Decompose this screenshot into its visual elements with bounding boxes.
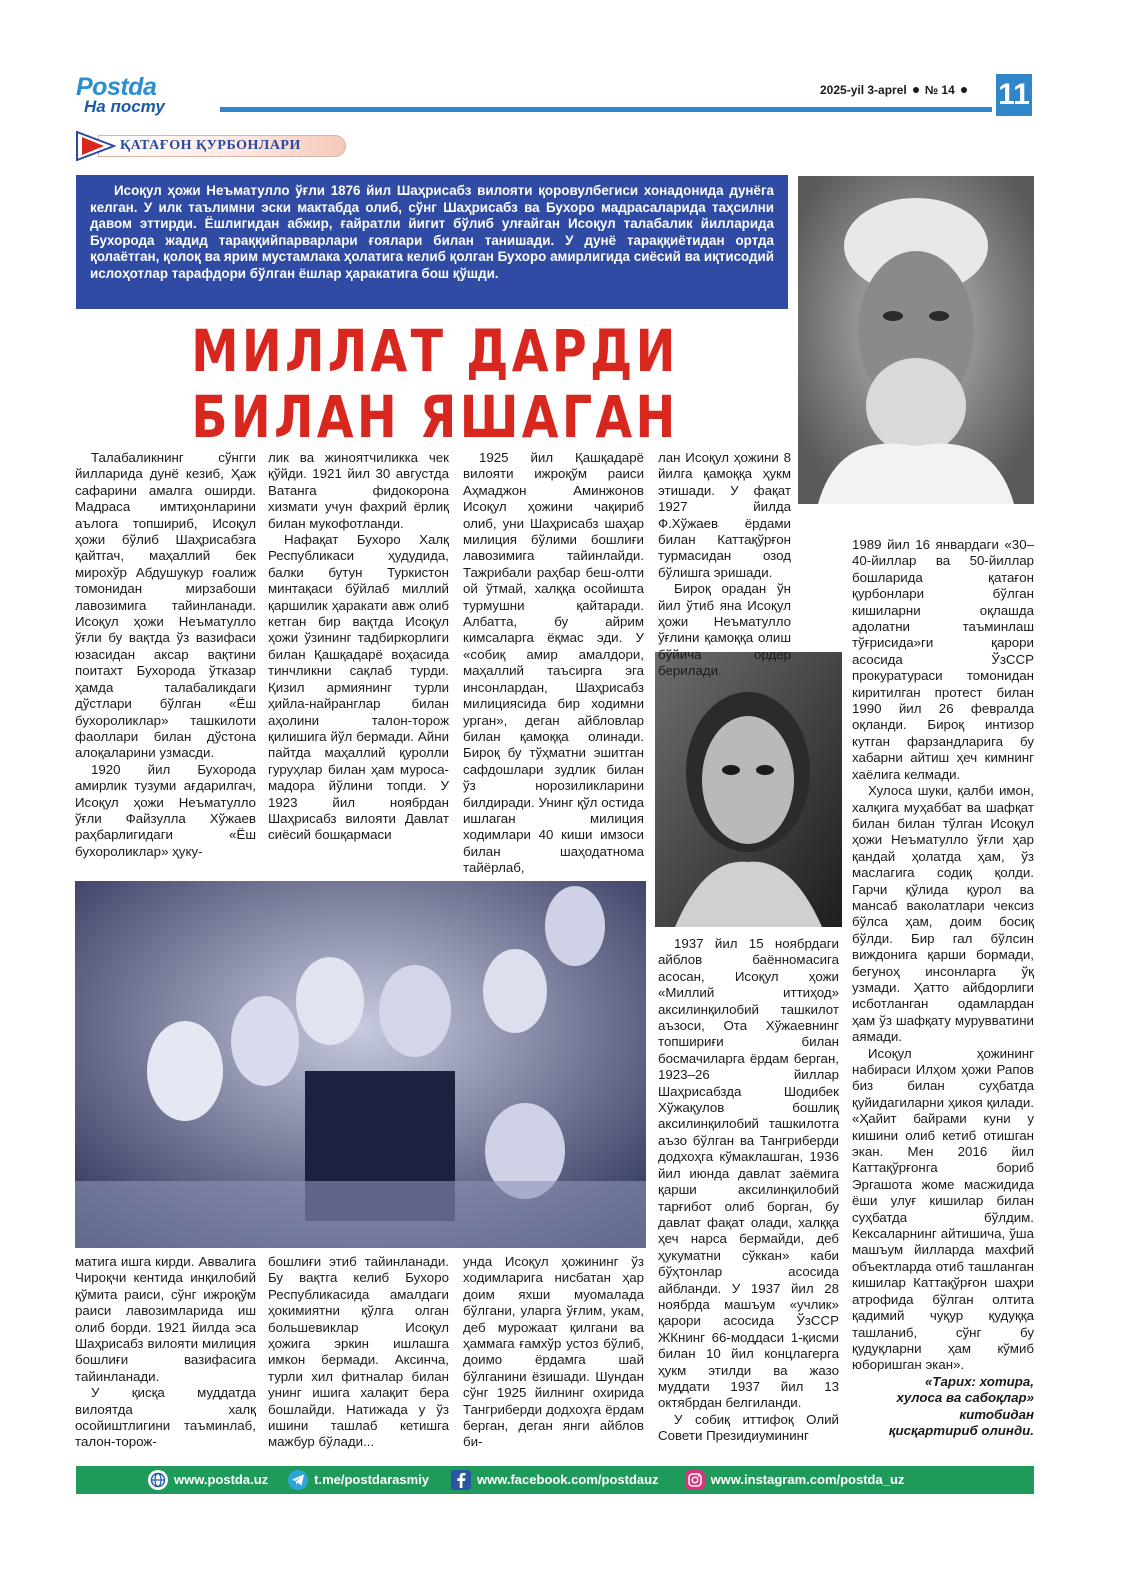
column-4-bottom <box>658 936 839 1445</box>
column-1-bottom <box>75 1254 256 1451</box>
footer-link-instagram[interactable] <box>685 1466 905 1494</box>
paragraph: Бироқ орадан ўн йил ўтиб яна Исоқул ҳожи Неъматулло ўғлини қамоққа олиш бўйича ордер берилади. <box>658 581 791 679</box>
bullet-icon <box>961 87 967 93</box>
paragraph: Хулоса шуки, қалби имон, халқига муҳаббат ва шафқат билан билан тўлган Исоқул ҳожи Неъматулло ўғли ҳар қандай ҳолатда ҳам, ўз маслагига содиқ қолди. Гарчи қўлида қурол ва мансаб ваколатлари чексиз бўлса ҳам, доим босиқ бўлди. Бир гал бўлсин виждонига қарши бормади, бегуноҳ инсонларга ўқ узмади. Ҳатто айбдорлиги исботланган одамлардан ҳам ўз шафқату мурувватини аямади. <box>852 783 1034 1045</box>
article-headline <box>160 318 709 450</box>
play-triangle-icon <box>76 131 116 161</box>
headline-line2: БИЛАН ЯШАГАН <box>191 383 679 451</box>
issue-date: 2025-yil 3-aprel <box>820 83 907 97</box>
group-photo <box>75 881 646 1248</box>
globe-icon <box>148 1470 168 1490</box>
telegram-icon <box>288 1470 308 1490</box>
column-2-bottom <box>268 1254 449 1451</box>
page-number: 11 <box>996 74 1032 116</box>
facebook-icon <box>451 1470 471 1490</box>
section-rubric <box>76 131 348 161</box>
rubric-title: ҚАТАҒОН ҚУРБОНЛАРИ <box>120 138 301 153</box>
issue-info <box>820 83 967 97</box>
lead-paragraph: Исоқул ҳожи Неъматулло ўғли 1876 йил Шаҳрисабз вилояти қоровулбегиси хонадонида дунёга келган. У илк таълимни эски мактабда олиб, сўнг Шаҳрисабз ва Бухоро мадрасаларида таҳсилни давом эттирди. Ёшлигидан абжир, ғайратли йигит бўлиб улғайган Исоқул талабалик йилларида Бухорода жадид тараққийпарварлари ғоялари билан танишади. У дунё тараққиётидан ортда қолаётган, қолоқ ва ярим мустамлака ҳолатига келиб қолган Бухоро амирлигида сиёсий ва иқтисодий ислоҳотлар тарафдори бўлган ёшлар ҳаракатига бош қўшди. <box>76 175 788 309</box>
paragraph: У собиқ иттифоқ Олий Совети Президиумининг <box>658 1411 839 1444</box>
postda-logo <box>76 74 206 118</box>
instagram-icon <box>685 1470 705 1490</box>
source-line: китобидан <box>959 1406 1034 1422</box>
paragraph: унда Исоқул ҳожининг ўз ходимларига нисбатан ҳар доим яхши муомалада бўлгани, уларга ўғлим, укам, деб мурожаат қилгани ва ҳаммага ғамхўр устоз бўлиб, доимо ёрдамга шай бўлганини ёзишади. Шундан сўнг 1925 йилнинг охирида Тангриберди додхоҳга ёрдам берган, деган янги айблов би- <box>463 1254 644 1450</box>
column-1-top <box>75 450 256 860</box>
woman-portrait-photo <box>655 652 842 927</box>
column-4-top <box>658 450 791 680</box>
portrait-photo <box>798 176 1034 504</box>
issue-number: № 14 <box>924 83 955 97</box>
paragraph: 1937 йил 15 ноябрдаги айблов баённомасига асосан, Исоқул ҳожи «Миллий иттиҳод» аксилинқилобий ташкилот аъзоси, Ота Хўжаевнинг топшириғи билан босмачиларга ёрдам берган, 1923–26 йиллар Шаҳрисабзда Шодибек Хўжақулов бошлиқ аксилинқилобий ташкилотга аъзо бўлган ва Тангриберди додхоҳга кўмаклашган, 1936 йил июнда давлат заёмига қарши аксилинқилобий тарғибот олиб борган, бу давлат фақат олади, халққа ҳеч нарса бермайди, деб ҳукуматни сўккан» каби бўҳтонлар асосида айбланди. У 1937 йил 28 ноябрда машъум «учлик» қарори асосида ЎзССР ЖКнинг 66-моддаси 1-қисми билан 10 йил концлагерга ҳукм этилди ва жазо муддати 1937 йил 13 октябрдан белгиланди. <box>658 936 839 1411</box>
paragraph: Исоқул ҳожининг набираси Илҳом ҳожи Рапов биз билан суҳбатда қуйидагиларни ҳикоя қилади. «Ҳайит байрами куни у кишини олиб кетиб отишган экан. Мен 2016 йил Каттақўрғонга бориб Эргашота жоме масжидида ёши улуғ кишилар билан суҳбатда бўлдим. Кексаларнинг айтишича, ўша машъум йилларда махфий объектларда отиб ташланган кишилар Каттақўрғон шаҳри атрофида бўлган олтита қадимий чуқур қудуққа ташланиб, сўнг бу қудуқларни ҳам кўмиб юборишган экан». <box>852 1045 1034 1373</box>
footer-link-text: www.facebook.com/postdauz <box>477 1472 659 1487</box>
footer-link-text: www.postda.uz <box>174 1472 269 1487</box>
paragraph: лан Исоқул ҳожини 8 йилга қамоққа ҳукм этишади. У фақат 1927 йилда Ф.Хўжаев ёрдами билан Каттақўрғон турмасидан озод бўлишга эришади. <box>658 450 791 580</box>
footer-link-telegram[interactable] <box>288 1466 429 1494</box>
paragraph: Нафақат Бухоро Халқ Республикаси ҳудудида, балки бутун Туркистон минтақаси бўйлаб миллий қаршилик ҳаракати авж олиб кетган бир вақтда Исоқул ҳожи ўзининг тадбиркорлиги билан Қашқадарё воҳасида тинчликни сақлаб турди. Қизил армиянинг турли ҳийла-найранглар билан аҳолини талон-торож қилишига йўл бермади. Айни пайтда маҳаллий қуролли гуруҳлар билан ҳам муроса-мадора йўлини топди. У 1923 йил ноябрдан Шаҳрисабз вилояти Давлат сиёсий бошқармаси <box>268 532 449 843</box>
paragraph: бошлиғи этиб тайинланади. Бу вақтга келиб Бухоро Республикасида амалдаги ҳокимиятни қўлга олган большевиклар Исоқул ҳожига эркин ишлашга имкон бермади. Аксинча, турли хил фитналар билан унинг ишига халақит бера бошлайди. Натижада у ўз ишини ташлаб кетишга мажбур бўлади... <box>268 1254 449 1450</box>
column-3-top <box>463 450 644 877</box>
source-line: қисқартириб олинди. <box>888 1422 1034 1438</box>
paragraph: лик ва жиноятчиликка чек қўйди. 1921 йил 30 августда Ватанга фидокорона хизмати учун фахрий ёрлиқ билан мукофотланди. <box>268 450 449 531</box>
footer-link-text: t.me/postdarasmiy <box>314 1472 430 1487</box>
source-note <box>852 1374 1034 1440</box>
logo-line2: На посту <box>84 97 165 116</box>
logo-line1: Postda <box>76 73 157 101</box>
column-5 <box>852 537 1034 1439</box>
source-line: хулоса ва сабоқлар» <box>896 1390 1034 1406</box>
paragraph: 1925 йил Қашқадарё вилояти ижроқўм раиси Аҳмаджон Аминжонов Исоқул ҳожини чақириб олиб, уни Шаҳрисабз шаҳар милиция бўлими бошлиғи лавозимига тайинлайди. Тажрибали раҳбар беш-олти ой ўтмай, халққа осойишта турмушни қайтаради. Албатта, бу айрим кимсаларга ёқмас эди. У «собиқ амир амалдори, маҳаллий таъсирга эга инсонлардан, Шаҳрисабз милициясида бир ходимни урган», деган айбловлар билан қамоққа олинади. Бироқ бу тўҳматни эшитган сафдошлари зудлик билан ўз норозиликларини билдиради. Унинг қўл остида ишлаган милиция ходимлари 40 киши имзоси билан шаҳодатнома тайёрлаб, <box>463 450 644 876</box>
bullet-icon <box>913 87 919 93</box>
footer-link-website[interactable] <box>148 1466 268 1494</box>
paragraph: Талабаликнинг сўнгги йилларида дунё кезиб, Ҳаж сафарини амалга оширди. Мадраса имтиҳонларини аълога топшириб, Исоқул ҳожи бўлиб Шаҳрисабзга қайтгач, маҳаллий бек мирохўр Абдушукур ғоалиж томонидан мирзабоши лавозимига тайинланади. Исоқул ҳожи Неъматулло ўғли бу вақтда ўз вазифаси юзасидан аксар вақтини поитахт Бухорода ўтказар ҳамда талабаликдаги дўстлари бўлган «Ёш бухороликлар» ташкилоти фаоллари билан дўстона алоқаларини узмасди. <box>75 450 256 761</box>
paragraph: матига ишга кирди. Аввалига Чироқчи кентида инқилобий қўмита раиси, сўнг ижроқўм раиси лавозимларида иш олиб борди. 1921 йилда эса Шаҳрисабз вилояти милиция бошлиғи вазифасига тайинланади. <box>75 1254 256 1384</box>
column-3-bottom <box>463 1254 644 1451</box>
footer-link-facebook[interactable] <box>451 1466 659 1494</box>
footer-bar <box>76 1466 1034 1494</box>
source-line: «Тарих: хотира, <box>924 1373 1034 1389</box>
headline-line1: МИЛЛАТ ДАРДИ <box>191 317 679 385</box>
paragraph: 1920 йил Бухорода амирлик тузуми ағдарилгач, Исоқул ҳожи Неъматулло ўғли Файзулла Хўжаев раҳбарлигидаги «Ёш бухороликлар» ҳуку- <box>75 761 256 859</box>
footer-link-text: www.instagram.com/postda_uz <box>710 1472 905 1487</box>
header-rule <box>220 107 992 112</box>
paragraph: 1989 йил 16 январдаги «30–40-йиллар ва 50-йиллар бошларида қатағон қурбонлари бўлган кишиларни оқлашда адолатни таъминлаш тўғрисида»ги қарори асосида ЎзССР прокуратураси томонидан киритилган протест билан 1990 йил 26 февралда оқланди. Бироқ интизор кутган фарзандларига бу хабарни айтиш ҳеч кимнинг хаёлига келмади. <box>852 537 1034 782</box>
paragraph: У қисқа муддатда вилоятда халқ осойиштлигини таъминлаб, талон-торож- <box>75 1385 256 1450</box>
column-2-top <box>268 450 449 844</box>
